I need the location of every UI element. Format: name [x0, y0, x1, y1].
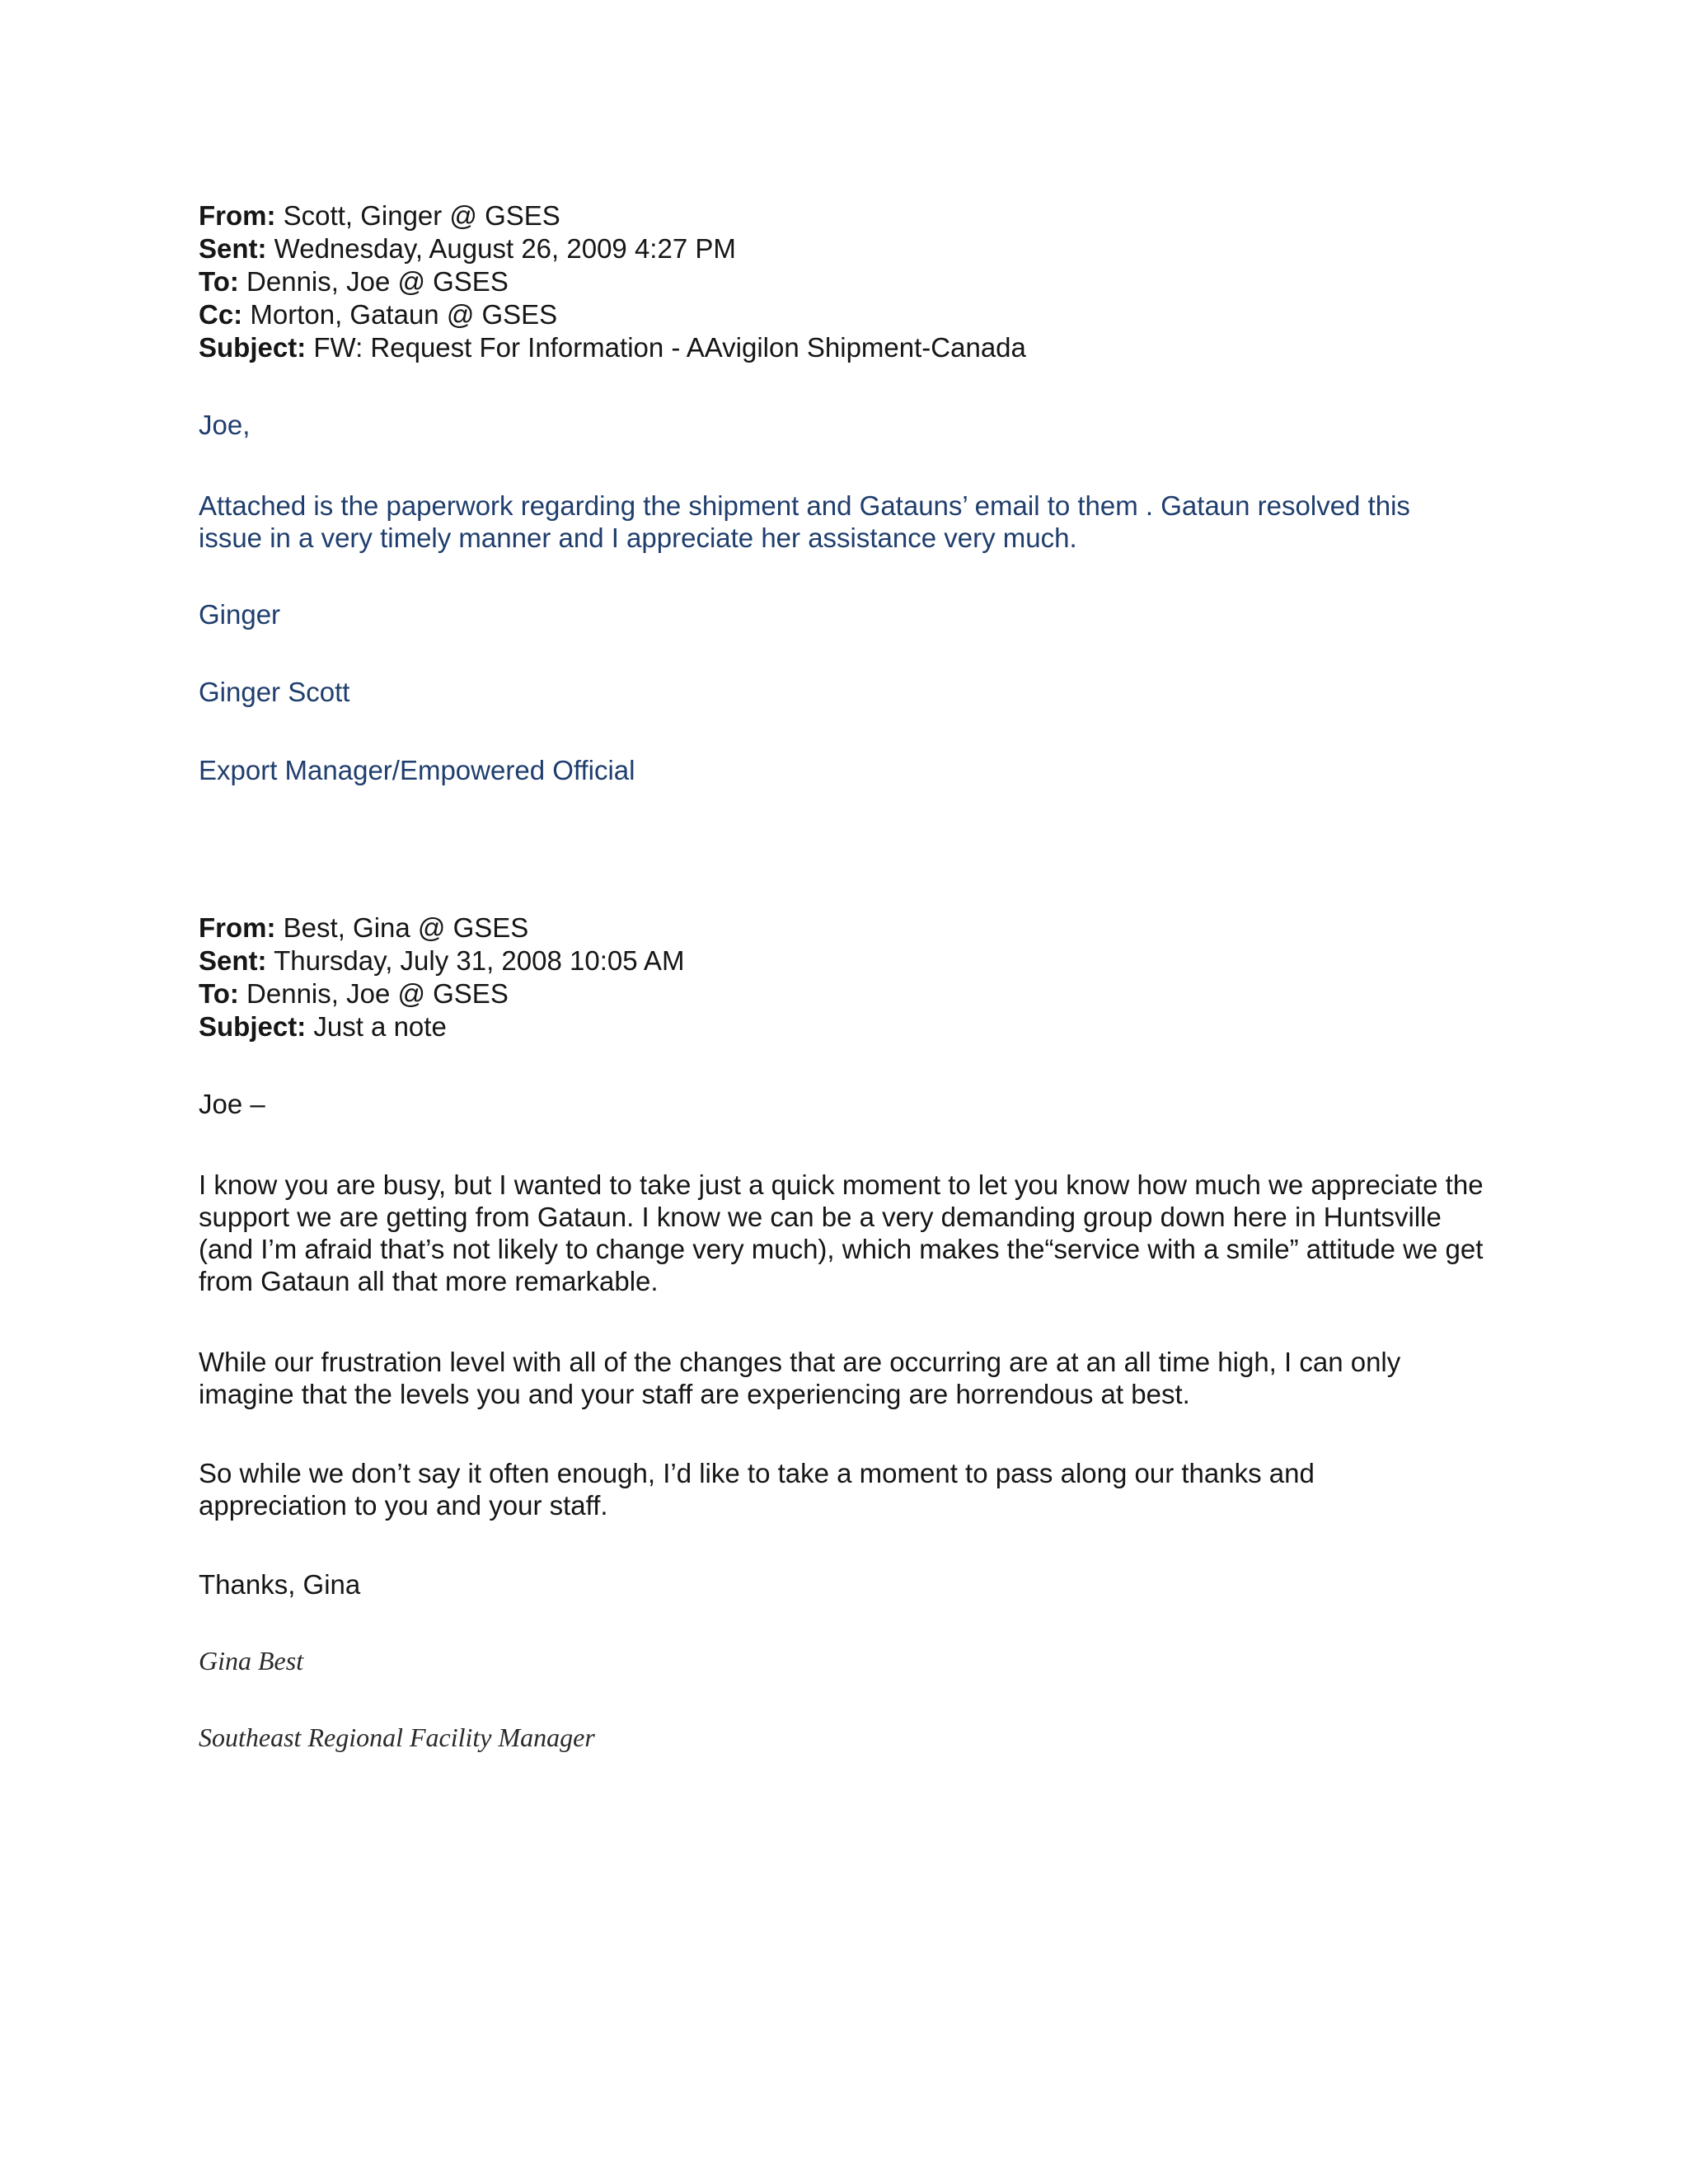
email2-paragraph: While our frustration level with all of the changes that are occurring are at an all time high, I can only imagine that the levels you and your staff are experiencing are horrendous at best. — [199, 1347, 1401, 1409]
sent-label: Sent: — [199, 945, 267, 976]
email1-greeting: Joe, — [199, 410, 251, 440]
sent-value: Thursday, July 31, 2008 10:05 AM — [274, 945, 685, 976]
email2-to-line — [199, 977, 1534, 1010]
from-label: From: — [199, 200, 276, 231]
email1-sent-line — [199, 232, 1534, 265]
email2-greeting: Joe – — [199, 1089, 265, 1119]
from-value: Best, Gina @ GSES — [283, 912, 529, 943]
to-label: To: — [199, 978, 239, 1009]
email2-sent-line — [199, 944, 1534, 977]
email1-body: Attached is the paperwork regarding the shipment and Gatauns’ email to them . Gataun resolved this issue in a very timely manner and I appreciate her assistance very much. — [199, 490, 1410, 553]
email2-from-line — [199, 912, 1534, 944]
from-value: Scott, Ginger @ GSES — [283, 200, 560, 231]
email2-signature-title: Southeast Regional Facility Manager — [199, 1722, 595, 1752]
email1-header — [199, 199, 1534, 364]
from-label: From: — [199, 912, 276, 943]
to-value: Dennis, Joe @ GSES — [246, 978, 509, 1009]
subject-label: Subject: — [199, 332, 307, 363]
email1-subject-line — [199, 331, 1534, 364]
email2-signature-name: Gina Best — [199, 1646, 304, 1675]
email1-signature-title: Export Manager/Empowered Official — [199, 755, 635, 785]
to-value: Dennis, Joe @ GSES — [246, 266, 509, 297]
to-label: To: — [199, 266, 239, 297]
email2-signoff: Thanks, Gina — [199, 1569, 361, 1600]
subject-label: Subject: — [199, 1011, 307, 1042]
sent-label: Sent: — [199, 233, 267, 264]
cc-value: Morton, Gataun @ GSES — [250, 299, 558, 330]
email1-cc-line — [199, 298, 1534, 331]
email2-header — [199, 912, 1534, 1043]
subject-value: Just a note — [313, 1011, 447, 1042]
email1-signature-name: Ginger Scott — [199, 677, 350, 707]
cc-label: Cc: — [199, 299, 243, 330]
email2-subject-line — [199, 1010, 1534, 1043]
subject-value: FW: Request For Information - AAvigilon Shipment-Canada — [313, 332, 1026, 363]
sent-value: Wednesday, August 26, 2009 4:27 PM — [274, 233, 736, 264]
email2-paragraph: I know you are busy, but I wanted to take just a quick moment to let you know how much we appreciate the support we are getting from Gataun. I know we can be a very demanding group down here in Huntsville (and I’m afraid that’s not likely to change very much), which makes the“service with a smile” attitude we get from Gataun all that more remarkable. — [199, 1169, 1484, 1296]
email1-signoff: Ginger — [199, 599, 281, 630]
email2-paragraph: So while we don’t say it often enough, I’d like to take a moment to pass along our thanks and appreciation to you and your staff. — [199, 1458, 1315, 1521]
email1-to-line — [199, 265, 1534, 298]
email1-from-line — [199, 199, 1534, 232]
